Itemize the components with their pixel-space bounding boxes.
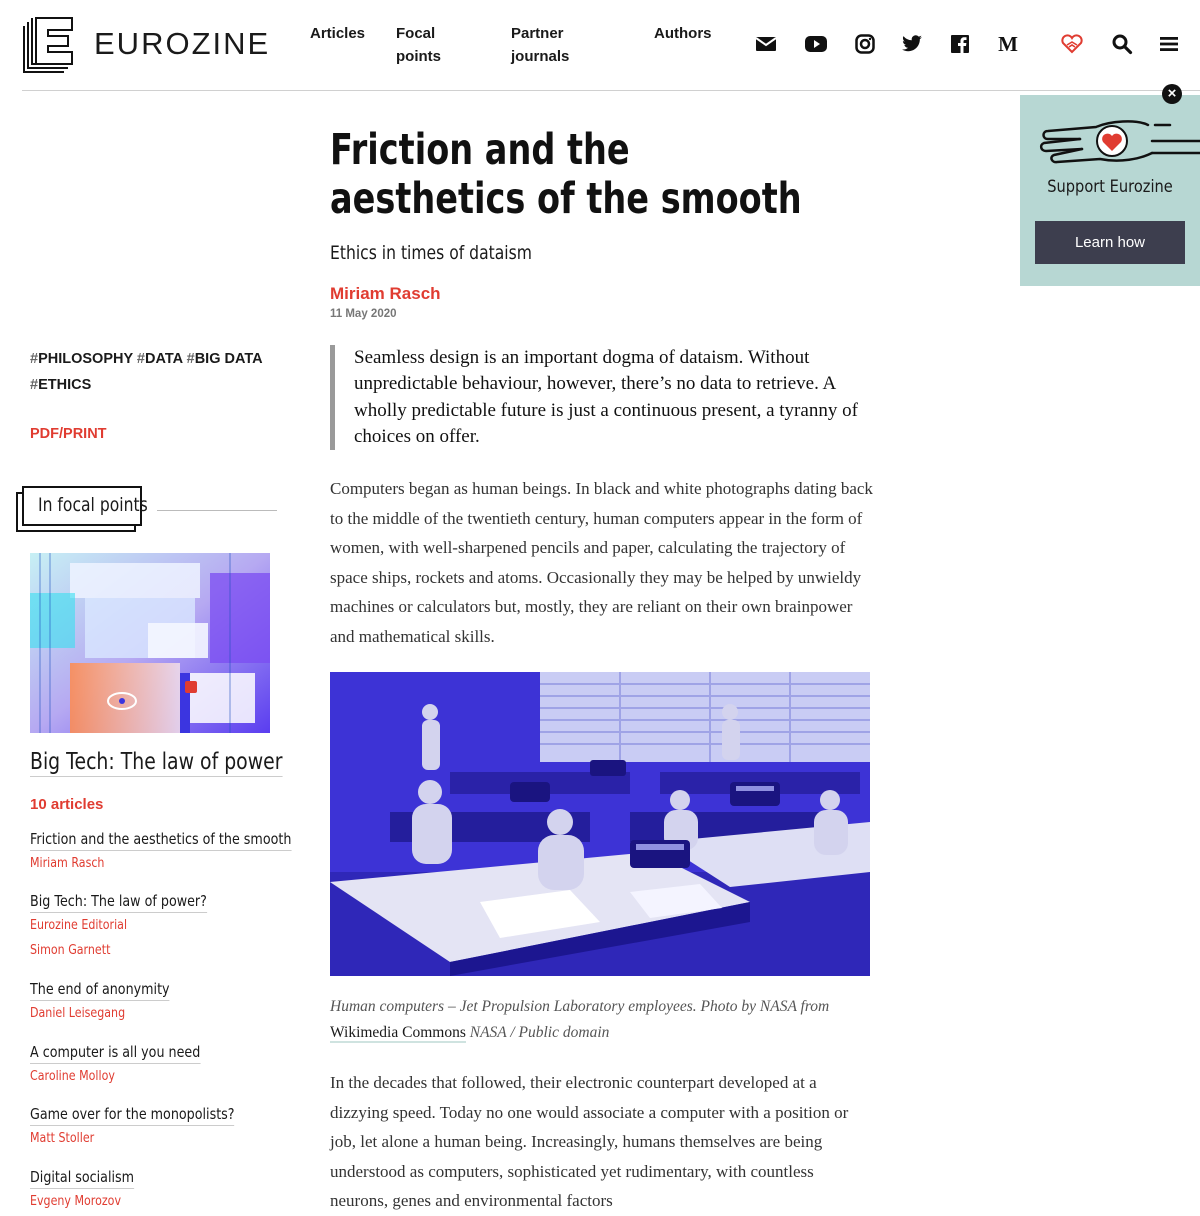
focal-item-author-link[interactable]: Caroline Molloy — [30, 1068, 115, 1084]
tag-ethics[interactable]: #ETHICS — [30, 377, 92, 393]
focal-list-item — [30, 979, 300, 1026]
site-header — [0, 0, 1200, 92]
photo-caption — [330, 994, 870, 1046]
article-paragraph: In the decades that followed, their electronic counterpart developed at a dizzying speed. Today no one would associate a computer with a position or job, let alone a human being. Increasingly, humans themselves are being understood as computers, sophisticated yet rudimentary, with countless neurons, genes and environmental factors — [330, 1073, 849, 1210]
support-banner — [1020, 95, 1200, 286]
nav-partner-journals[interactable]: Partner journals — [511, 25, 570, 65]
focal-list-item — [30, 1104, 300, 1151]
focal-item-author-link[interactable]: Simon Garnett — [30, 942, 111, 958]
article-photo — [330, 672, 870, 976]
focal-item-author-link[interactable]: Miriam Rasch — [30, 855, 105, 871]
heart-hands-icon[interactable] — [1060, 32, 1084, 56]
twitter-icon[interactable] — [900, 32, 924, 56]
focal-point-image[interactable] — [30, 553, 270, 733]
envelope-icon[interactable] — [754, 32, 778, 56]
eurozine-logo-icon[interactable] — [22, 16, 76, 74]
instagram-icon[interactable] — [853, 32, 877, 56]
focal-points-label: In focal points — [16, 486, 142, 532]
focal-point-title-link[interactable]: Big Tech: The law of power — [30, 749, 283, 775]
focal-item-title-link[interactable]: The end of anonymity — [30, 979, 170, 1001]
focal-item-title-link[interactable]: Friction and the aesthetics of the smooth — [30, 829, 291, 851]
focal-item-title-link[interactable]: Digital socialism — [30, 1167, 134, 1189]
focal-item-author-link[interactable]: Matt Stoller — [30, 1130, 95, 1146]
focal-item-title-link[interactable]: Big Tech: The law of power? — [30, 891, 207, 913]
heart-in-hand-icon — [1040, 113, 1200, 168]
focal-item-title-link[interactable]: Game over for the monopolists? — [30, 1104, 235, 1126]
focal-item-author-link[interactable]: Evgeny Morozov — [30, 1193, 122, 1209]
pdf-print-link[interactable]: PDF/PRINT — [30, 426, 107, 442]
learn-how-button[interactable]: Learn how — [1035, 221, 1185, 264]
caption-text: Human computers – Jet Propulsion Laboratory employees. Photo by NASA from — [330, 998, 830, 1015]
nav-authors[interactable]: Authors — [654, 25, 712, 42]
menu-icon[interactable] — [1157, 32, 1181, 56]
article-paragraph: Computers began as human beings. In black and white photographs dating back to the middle of the twentieth century, human computers appear in the form of women, with well-sharpened pencils and paper, calculating the trajectory of space ships, rockets and atoms. Occasionally they may be helped by unwieldy machines or calculators but, mostly, they are reliant on their own brainpower and mathematical skills. — [330, 479, 873, 646]
focal-article-count: 10 articles — [30, 796, 104, 813]
youtube-icon[interactable] — [804, 32, 828, 56]
facebook-icon[interactable] — [948, 32, 972, 56]
site-logo-text[interactable]: EUROZINE — [94, 26, 271, 61]
tag-list — [30, 346, 270, 398]
tag-data[interactable]: #DATA — [136, 351, 183, 367]
caption-credit: NASA / Public domain — [469, 1024, 610, 1041]
support-title: Support Eurozine — [1047, 177, 1173, 197]
nav-focal-points[interactable]: Focal points — [396, 25, 441, 65]
header-divider — [22, 90, 1200, 91]
focal-list-item — [30, 891, 300, 963]
focal-item-author-link[interactable]: Daniel Leisegang — [30, 1005, 126, 1021]
focal-list-item — [30, 829, 300, 876]
tag-big-data[interactable]: #BIG DATA — [186, 351, 263, 367]
article-date: 11 May 2020 — [330, 308, 397, 320]
article-title: Friction and the aesthetics of the smooth — [330, 125, 802, 224]
focal-divider — [157, 510, 277, 511]
focal-list-item — [30, 1167, 300, 1214]
article-subtitle: Ethics in times of dataism — [330, 242, 532, 264]
focal-item-author-link[interactable]: Eurozine Editorial — [30, 917, 128, 933]
wikimedia-commons-link[interactable]: Wikimedia Commons — [330, 1024, 466, 1041]
tag-philosophy[interactable]: #PHILOSOPHY — [30, 351, 133, 367]
close-icon[interactable]: × — [1162, 84, 1182, 104]
focal-list-item — [30, 1042, 300, 1089]
search-icon[interactable] — [1110, 32, 1134, 56]
medium-icon[interactable]: M — [998, 31, 1018, 56]
article-lead-quote: Seamless design is an important dogma of dataism. Without unpredictable behaviour, however, there’s no data to retrieve. A wholly predictable future is just a continuous present, a tyranny of choices on offer. — [330, 345, 875, 450]
article-author-link[interactable]: Miriam Rasch — [330, 284, 441, 303]
nav-articles[interactable]: Articles — [310, 25, 366, 42]
focal-item-title-link[interactable]: A computer is all you need — [30, 1042, 200, 1064]
